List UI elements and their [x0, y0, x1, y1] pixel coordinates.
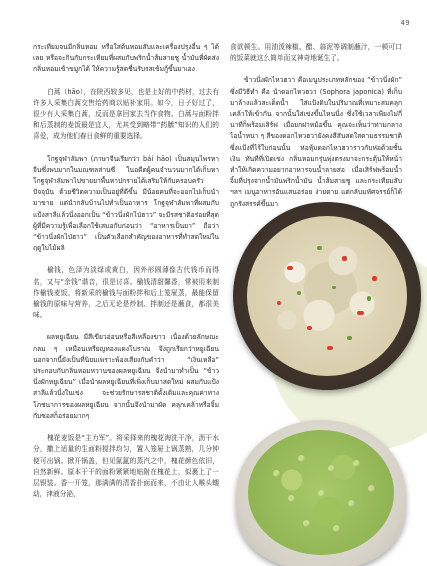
green-piece [318, 490, 325, 497]
green-piece [368, 485, 375, 492]
food-mixture [247, 216, 407, 376]
chili-fleck [357, 311, 364, 315]
paragraph-chinese-huaihua: 槐花麦饭是“主力军”。将采择来的槐花淘洗干净，沥干水分，撒上适量的生面粉搅拌均匀，置入笼屉上锅蒸熟，几分钟便可出锅。掀开锅盖，但见氤氲的蒸汽之中，槐花颜色依旧，自然新鲜。原本干干的面粉紧紧地贴附在槐花上，似裹上了一层银装。香一开笼，那满满的清香扑面而来，不由让人喉头蠕动，津液分泌， [33, 434, 219, 499]
green-piece [353, 460, 360, 467]
green-maifan-bowl-photo [236, 420, 406, 566]
paragraph-thai-baihao: โกฐจุฬาลัมพา (ภาษาจีนเรียกว่า bái hāo) เป็นสมุนไพรหาจีนซึ่งพบมากในมณฑลส่านซี ในอดีตผู้คนจำนวนมากได้เก็บหาโกฐจุฬาลัมพาไปขายยาพื้นหาปกรายได้เสริมให้กับครอบครัว ปัจจุบัน ด้วยชีวิตความเป็นอยู่ที่ดีขึ้น มีน้อยคนที่จะออกไปเก็บนำมาขาย แต่นำกลับบ้านไปทำเป็นอาหาร โกฐจุฬาลัมพาที่ผสมกับแป้งสาลีแล้วนึ่งออกเป็น “ข้าวนึ่งผักไป่ฮาว” จะมีรสชาติอร่อยที่สุด ผู้ที่มีความรู้เพื่อเลือกใช้เสมอกับก่อนว่า “อาหารเป็นยา” ถือว่า “ข้าวนึ่งผักไป่ฮาว” เป็นตัวเลือกสำคัญของอาหารที่ทำสดใหม่ในฤดูใบไม้ผลิ [33, 154, 219, 253]
right-text-column [230, 42, 402, 221]
chili-fleck [307, 326, 312, 330]
green-onion-fleck [347, 336, 352, 340]
green-onion-fleck [367, 296, 371, 301]
paragraph-chinese-yuqian: 榆钱，色泽为淡绿或黄白，因外形圆薄像古代钱币而得名，又与“余钱”谐音，很是讨喜。榆钱清甜馨香，常被用来制作榆钱麦饭。将新采的榆钱与面粉拌和后上笼屉蒸，最能保留榆钱的原味与营养，之后无论是炒制、拌制还是蘸食，都很美味。 [33, 266, 219, 320]
paragraph-thai-huaihua: ข้าวนึ่งผักไหวฮวา คือเมนูประเภทหลักของ “ข้าวนึ่งผัก” ซึ่งมีวิธีทำ คือ นำดอกไหวฮวา (Sophora japonica) ที่เก็บมาล้างแล้วสะเด็ดน้ำ ใส่แป้งดิบในปริมาณที่เหมาะสมคลุกเคล้าให้เข้ากัน จากนั้นใส่เข่งขึ้นไหนนึ่ง ซึ่งใช้เวลาเพียงไม่กี่นาทีก็พร้อมเสิร์ฟ เมื่อยกฝาหม้อขึ้น คุณจะเห็นว่าท่ามกลางไอน้ำหนา ๆ สีของดอกไหวฮวายังคงสีสันสดใสตามธรรมชาติ ซึ่งแป้งที่ไร้ใบก่อนนั้น ห่อหุ้มดอกไหวฮวาราวกับห่อด้วยชั้นเงิน ทันทีที่เปิดเข่ง กลิ่นหอมกรุ่นพุ่งตรงมาจะกระตุ้นให้หน้าทำให้เกิดความอยากอาหารจนน้ำลายสอ เมื่อเสิร์ฟพร้อมน้ำจิ้มที่ปรุงจากน้ำมันพริกน้ำมัน น้ำส้มสายชู และกระเทียมสับ ฯลฯ เมนูอาหารอันแสนอร่อย ง่ายดาย แต่กลับมหัศจรรย์ก็ได้ถูกรังสรรค์ขึ้นมา [230, 76, 402, 208]
green-piece [348, 500, 355, 507]
green-onion-fleck [297, 291, 301, 295]
paragraph-thai-intro: กระเทียมจนมีกลิ่นหอม หรือใส่ต้นหอมสับและเครื่องปรุงอื่น ๆ ได้เลย หรือจะกินกับกระเทียมที่ผสมกับพริกน้ำส้มสายชู น้ำมันที่ผัดส่งกลิ่นหอมเข้าขมูกได้ ให้ความรู้สดชื่นรับรสเข้มกู้ขึ้นมาเอง [33, 43, 219, 74]
green-food-mixture [248, 430, 394, 555]
left-text-column [33, 42, 219, 511]
huaihua-maifan-bowl-photo [233, 202, 421, 390]
paragraph-chinese-baihao: 白蒿（hāo），在陕西较多见，也是上好的中药材，过去有许多人采集白蒿交售给药商以贴补家用。如今，日子好过了，很少有人采集白蒿，反而是拿回家去当作食物。白蒿与面粉拌和后蒸制的麦饭最是宜人，尤其受到略带“药膳”知识的人们的喜爱，成为他们春日食鲜的重要选择。 [33, 87, 219, 141]
green-piece [303, 520, 310, 527]
green-piece [273, 470, 280, 477]
paragraph-chinese-continued: 食欲顿生。用油泼辣椒、醋、蒜泥等调制蘸汁，一顿可口的饭菜就这么简单而又神奇地诞生了。 [230, 43, 402, 63]
green-piece [288, 495, 295, 502]
paragraph-thai-yuqian: ผลหยูเฉียน มีสีเขียวอ่อนหรือสีเหลืองขาว เนื่องด้วยลักษณะกลม ๆ เหมือนเหรียญทองแดงโบราณ จึงถูกเรียกว่าหยูเฉียน นอกจากนี้ยังเป็นที่นิยมเพราะพ้องเสียงกับคำว่า “เงินเหลือ” ประกอบกับกลิ่นหอมหวานของผลหยูเฉียน จึงนำมาทำเป็น “ข้าวนึ่งผักหยูเฉียน” เมื่อนำผลหยูเฉียนที่เพิ่งเก็บมาสดใหม่ ผสมกับแป้งสาลีแล้วนึ่งในเข่ง จะช่วยรักษารสชาติดั้งเดิมและคุณค่าทางโภชนาการของผลหยูเฉียน จากนั้นจึงนำมาผัด คลุกเคล้าหรือจิ้มกับซอสก็อร่อยมากๆ [33, 333, 219, 420]
green-onion-fleck [332, 286, 336, 289]
chili-fleck [327, 346, 333, 350]
page-number: 49 [400, 19, 410, 27]
chili-fleck [372, 276, 377, 281]
green-onion-fleck [317, 246, 322, 250]
green-piece [298, 455, 305, 462]
chili-fleck [342, 256, 347, 261]
green-piece [328, 465, 335, 472]
chili-fleck [277, 301, 281, 305]
green-piece [333, 525, 340, 532]
chili-fleck [287, 266, 293, 270]
